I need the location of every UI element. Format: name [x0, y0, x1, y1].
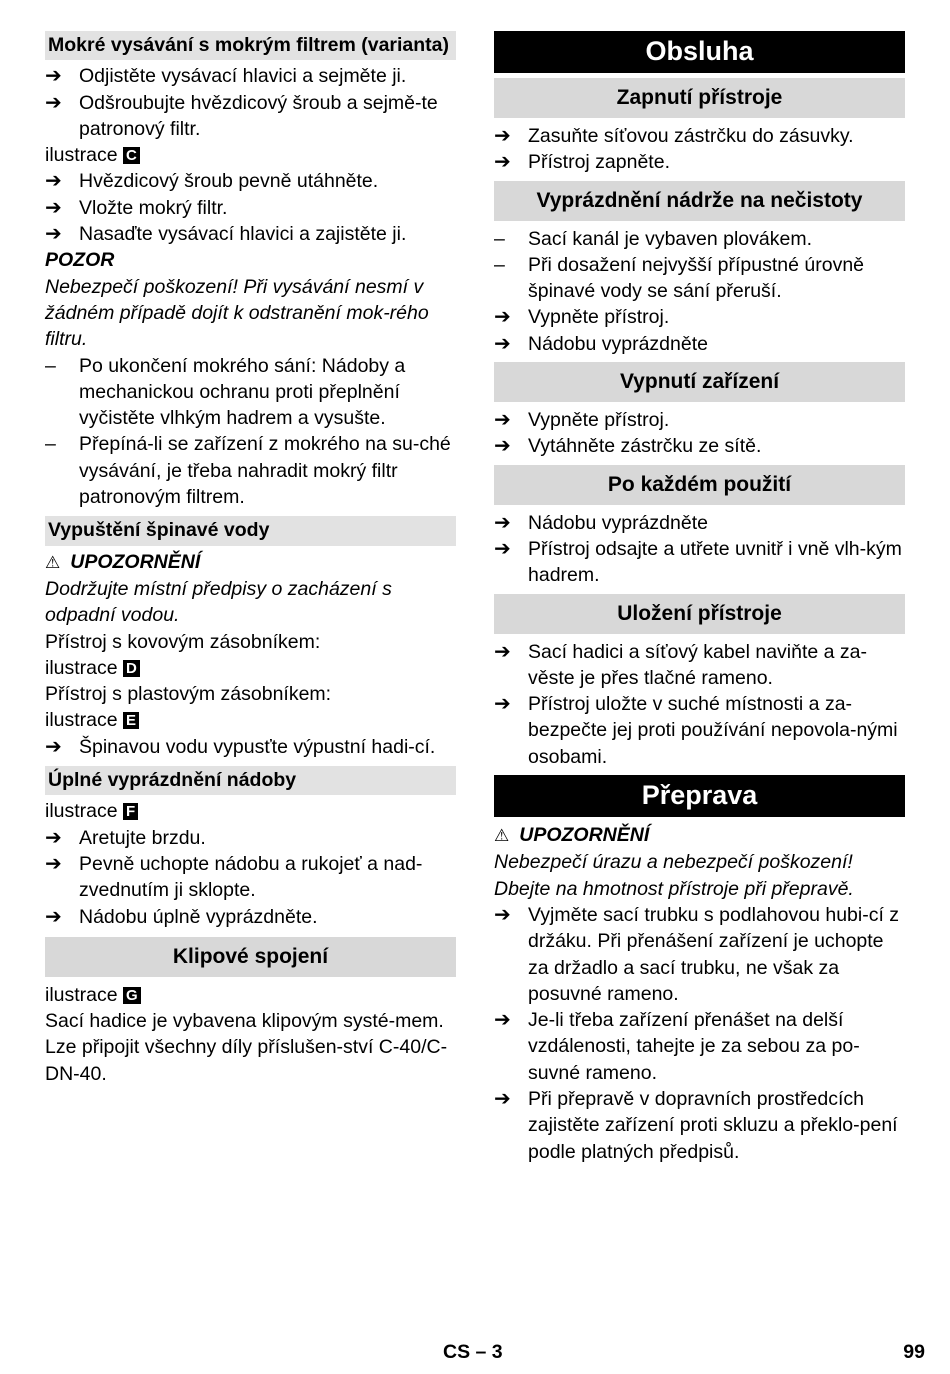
arrow-icon: ➔ — [494, 125, 511, 147]
illustration-letter-box: E — [123, 712, 139, 729]
list-item: – Při dosažení nejvyšší přípustné úrovně špinavé vody se sání přeruší. — [494, 253, 865, 303]
list-item: ➔ Vložte mokrý filtr. — [45, 195, 456, 221]
arrow-icon: ➔ — [45, 905, 62, 928]
warning-heading: ⚠ UPOZORNĚNÍ — [494, 824, 650, 847]
arrow-icon: ➔ — [494, 1009, 511, 1032]
illustration-ref: ilustrace D — [45, 655, 456, 681]
arrow-icon: ➔ — [494, 511, 511, 534]
arrow-icon: ➔ — [494, 409, 511, 432]
heading-storage: Uložení přístroje — [494, 594, 905, 634]
list-item: ➔ Vypněte přístroj. — [494, 407, 905, 433]
list-item: ➔ Aretujte brzdu. — [45, 825, 456, 851]
right-column — [494, 31, 905, 1165]
illustration-letter-box: G — [123, 987, 141, 1004]
list-item: – Přepíná-li se zařízení z mokrého na su-ché vysávání, je třeba nahradit mokrý filtr patronovým filtrem. — [45, 433, 451, 509]
arrow-icon: ➔ — [45, 91, 62, 114]
arrow-icon: ➔ — [494, 903, 511, 926]
illustration-letter-box: C — [123, 147, 140, 164]
heading-switch-off: Vypnutí zařízení — [494, 362, 905, 402]
arrow-icon: ➔ — [45, 852, 62, 875]
arrow-icon: ➔ — [45, 170, 62, 193]
list-item: ➔ Vytáhněte zástrčku ze sítě. — [494, 433, 905, 459]
heading-after-use: Po každém použití — [494, 465, 905, 505]
list-item: ➔ Nádobu vyprázdněte — [494, 510, 905, 536]
footer-section-label: CS – 3 — [443, 1341, 503, 1363]
arrow-icon: ➔ — [494, 332, 511, 355]
list-item: ➔ Nádobu vyprázdněte — [494, 331, 905, 357]
caution-title: POZOR — [45, 249, 115, 272]
section-title-transport: Přeprava — [494, 775, 905, 817]
warning-text: Nebezpečí úrazu a nebezpečí poškození! Dbejte na hmotnost přístroje při přepravě. — [494, 851, 854, 900]
list-item: – Po ukončení mokrého sání: Nádoby a mechanickou ochranu proti přeplnění vyčistěte vlhkým hadrem a vysušte. — [45, 354, 406, 430]
heading-empty-container: Úplné vyprázdnění nádoby — [45, 766, 456, 795]
illustration-ref: ilustrace F — [45, 798, 456, 824]
heading-empty-tank: Vyprázdnění nádrže na nečistoty — [494, 181, 905, 221]
list-item: ➔ Při přepravě v dopravních prostředcích zajistěte zařízení proti skluzu a překlo-pení podle platných předpisů. — [494, 1088, 898, 1163]
illustration-ref: ilustrace G — [45, 982, 456, 1008]
arrow-icon: ➔ — [494, 151, 511, 174]
page-number: 99 — [903, 1341, 925, 1363]
arrow-icon: ➔ — [45, 196, 62, 219]
list-item: ➔ Zasuňte síťovou zástrčku do zásuvky. — [494, 123, 905, 149]
metal-tank-text: Přístroj s kovovým zásobníkem: — [45, 630, 321, 653]
dash-marker: – — [494, 253, 505, 276]
plastic-tank-text: Přístroj s plastovým zásobníkem: — [45, 683, 332, 706]
warning-triangle-icon: ⚠ — [494, 826, 510, 846]
illustration-ref: ilustrace C — [45, 142, 456, 168]
arrow-icon: ➔ — [494, 693, 511, 716]
list-item: ➔ Přístroj uložte v suché místnosti a za-bezpečte jej proti používání nepovola-nými osobami. — [494, 693, 898, 768]
list-item: ➔ Odjistěte vysávací hlavici a sejměte ji. — [45, 63, 456, 89]
heading-wet-filter: Mokré vysávání s mokrým filtrem (varianta) — [45, 31, 456, 60]
list-item: ➔ Špinavou vodu vypusťte výpustní hadi-cí. — [45, 734, 456, 760]
left-column — [45, 31, 456, 1087]
list-item: ➔ Nasaďte vysávací hlavici a zajistěte ji. — [45, 221, 456, 247]
list-item: – Sací kanál je vybaven plovákem. — [494, 226, 905, 252]
arrow-icon: ➔ — [45, 65, 62, 88]
arrow-icon: ➔ — [494, 640, 511, 663]
heading-clip-connection: Klipové spojení — [45, 937, 456, 977]
arrow-icon: ➔ — [494, 306, 511, 329]
heading-switch-on: Zapnutí přístroje — [494, 78, 905, 118]
list-item: ➔ Je-li třeba zařízení přenášet na delší vzdálenosti, tahejte je za sebou za po-suvné rameno. — [494, 1009, 860, 1084]
list-item: ➔ Pevně uchopte nádobu a rukojeť a nad-zvednutím ji sklopte. — [45, 852, 423, 902]
dash-marker: – — [494, 227, 505, 250]
dash-marker: – — [45, 433, 56, 456]
illustration-letter-box: D — [123, 660, 140, 677]
list-item: ➔ Přístroj zapněte. — [494, 149, 905, 175]
illustration-letter-box: F — [123, 803, 138, 820]
list-item: ➔ Vypněte přístroj. — [494, 304, 905, 330]
warning-triangle-icon: ⚠ — [45, 552, 61, 572]
warning-heading: ⚠ UPOZORNĚNÍ — [45, 550, 201, 573]
clip-text: Sací hadice je vybavena klipovým systé-mem. Lze připojit všechny díly příslušen-ství C-40/C-DN-40. — [45, 1010, 448, 1085]
list-item: ➔ Nádobu úplně vyprázdněte. — [45, 904, 456, 930]
list-item: ➔ Přístroj odsajte a utřete uvnitř i vně vlh-kým hadrem. — [494, 537, 902, 587]
arrow-icon: ➔ — [45, 735, 62, 758]
list-item: ➔ Sací hadici a síťový kabel naviňte a za-věste je přes tlačné rameno. — [494, 640, 867, 689]
list-item: ➔ Vyjměte sací trubku s podlahovou hubi-cí z držáku. Při přenášení zařízení je uchopte za držadlo a sací trubku, ne však za posuvné rameno. — [494, 903, 900, 1005]
arrow-icon: ➔ — [45, 223, 62, 246]
list-item: ➔ Hvězdicový šroub pevně utáhněte. — [45, 168, 456, 194]
illustration-ref: ilustrace E — [45, 707, 456, 733]
arrow-icon: ➔ — [45, 826, 62, 849]
arrow-icon: ➔ — [494, 1088, 511, 1111]
section-title-operation: Obsluha — [494, 31, 905, 73]
list-item: ➔ Odšroubujte hvězdicový šroub a sejmě-te patronový filtr. — [45, 91, 438, 140]
arrow-icon: ➔ — [494, 537, 511, 560]
arrow-icon: ➔ — [494, 435, 511, 458]
heading-drain: Vypuštění špinavé vody — [45, 516, 456, 545]
dash-marker: – — [45, 354, 56, 377]
caution-text: Nebezpečí poškození! Při vysávání nesmí v žádném případě dojít k odstranění mok-rého filtru. — [45, 275, 429, 351]
warning-text: Dodržujte místní předpisy o zacházení s odpadní vodou. — [45, 577, 392, 627]
